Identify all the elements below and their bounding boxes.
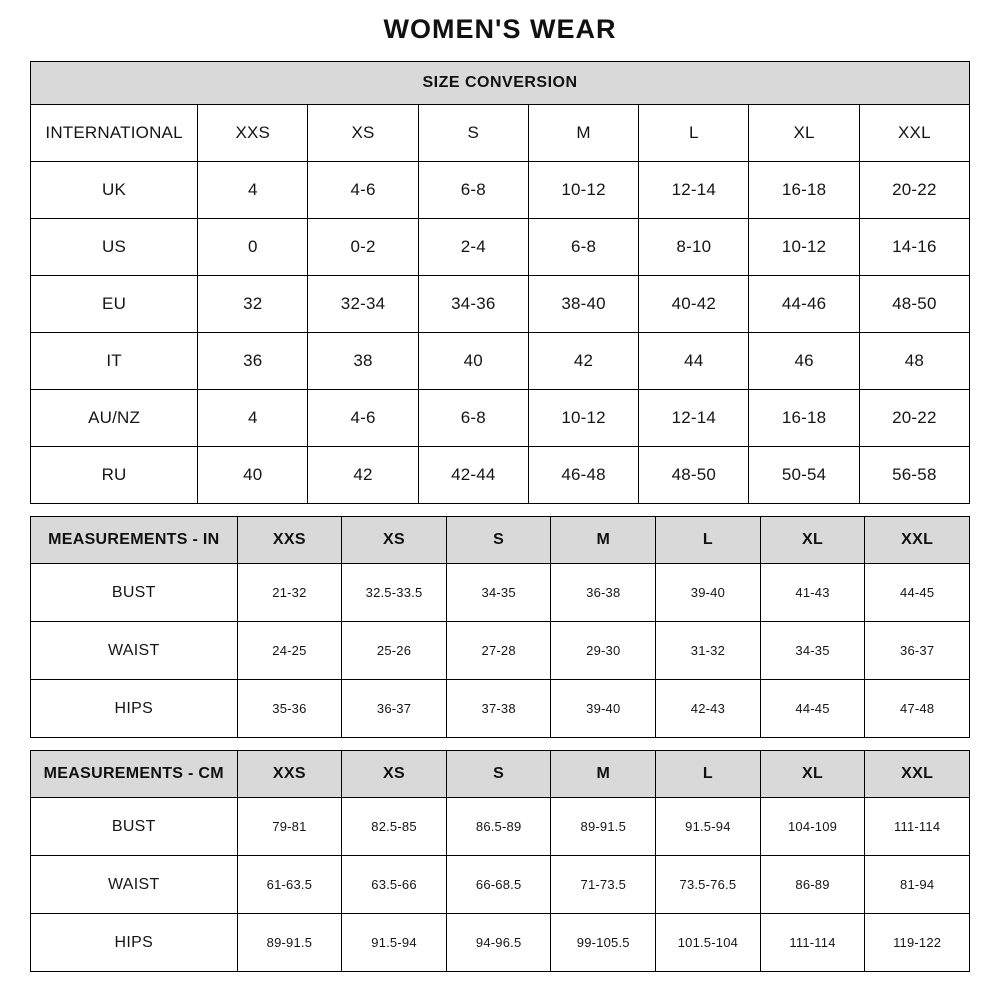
table-row <box>31 856 970 914</box>
value-cell: 73.5-76.5 <box>656 856 761 914</box>
value-cell: 32-34 <box>308 276 418 333</box>
value-cell: 99-105.5 <box>551 914 656 972</box>
table-row <box>31 680 970 738</box>
value-cell: 50-54 <box>749 447 859 504</box>
row-label: INTERNATIONAL <box>31 105 198 162</box>
value-cell: 6-8 <box>528 219 638 276</box>
value-cell: 34-36 <box>418 276 528 333</box>
size-column-header: XXS <box>237 751 342 798</box>
table-title: MEASUREMENTS - IN <box>31 517 238 564</box>
value-cell: 81-94 <box>865 856 970 914</box>
size-column-header: L <box>656 517 761 564</box>
value-cell: 10-12 <box>528 390 638 447</box>
value-cell: 37-38 <box>446 680 551 738</box>
row-label: RU <box>31 447 198 504</box>
size-column-header: XL <box>749 105 859 162</box>
value-cell: 63.5-66 <box>342 856 447 914</box>
value-cell: 0 <box>198 219 308 276</box>
row-label: WAIST <box>31 622 238 680</box>
value-cell: 32 <box>198 276 308 333</box>
value-cell: 91.5-94 <box>342 914 447 972</box>
value-cell: 36-37 <box>342 680 447 738</box>
row-label: BUST <box>31 798 238 856</box>
value-cell: 71-73.5 <box>551 856 656 914</box>
row-label: US <box>31 219 198 276</box>
value-cell: 89-91.5 <box>237 914 342 972</box>
size-column-header: XS <box>308 105 418 162</box>
size-column-header: L <box>656 751 761 798</box>
size-column-header: M <box>528 105 638 162</box>
table-row <box>31 622 970 680</box>
value-cell: 89-91.5 <box>551 798 656 856</box>
value-cell: 6-8 <box>418 162 528 219</box>
value-cell: 10-12 <box>528 162 638 219</box>
size-column-header: XXS <box>237 517 342 564</box>
value-cell: 38 <box>308 333 418 390</box>
value-cell: 4-6 <box>308 162 418 219</box>
value-cell: 48-50 <box>859 276 969 333</box>
table-row <box>31 276 970 333</box>
size-column-header: S <box>418 105 528 162</box>
value-cell: 40 <box>198 447 308 504</box>
value-cell: 38-40 <box>528 276 638 333</box>
banner-row <box>31 62 970 105</box>
page-title: WOMEN'S WEAR <box>383 14 617 44</box>
value-cell: 12-14 <box>639 390 749 447</box>
value-cell: 39-40 <box>551 680 656 738</box>
value-cell: 14-16 <box>859 219 969 276</box>
row-label: EU <box>31 276 198 333</box>
value-cell: 119-122 <box>865 914 970 972</box>
value-cell: 82.5-85 <box>342 798 447 856</box>
value-cell: 94-96.5 <box>446 914 551 972</box>
value-cell: 111-114 <box>865 798 970 856</box>
table-row <box>31 162 970 219</box>
value-cell: 44-45 <box>760 680 865 738</box>
size-column-header: M <box>551 517 656 564</box>
value-cell: 56-58 <box>859 447 969 504</box>
table-row <box>31 333 970 390</box>
value-cell: 24-25 <box>237 622 342 680</box>
value-cell: 48 <box>859 333 969 390</box>
measurements-in-table <box>30 516 970 738</box>
table-row <box>31 798 970 856</box>
value-cell: 25-26 <box>342 622 447 680</box>
table-row <box>31 219 970 276</box>
value-cell: 61-63.5 <box>237 856 342 914</box>
value-cell: 46 <box>749 333 859 390</box>
value-cell: 0-2 <box>308 219 418 276</box>
value-cell: 79-81 <box>237 798 342 856</box>
value-cell: 40-42 <box>639 276 749 333</box>
value-cell: 111-114 <box>760 914 865 972</box>
value-cell: 20-22 <box>859 390 969 447</box>
value-cell: 42-43 <box>656 680 761 738</box>
size-column-header: XXS <box>198 105 308 162</box>
size-column-header: S <box>446 517 551 564</box>
measurements-cm-table <box>30 750 970 972</box>
value-cell: 4 <box>198 162 308 219</box>
size-column-header: XXL <box>865 751 970 798</box>
value-cell: 46-48 <box>528 447 638 504</box>
row-label: IT <box>31 333 198 390</box>
value-cell: 4-6 <box>308 390 418 447</box>
value-cell: 86-89 <box>760 856 865 914</box>
header-row <box>31 751 970 798</box>
value-cell: 44 <box>639 333 749 390</box>
value-cell: 36 <box>198 333 308 390</box>
value-cell: 47-48 <box>865 680 970 738</box>
value-cell: 31-32 <box>656 622 761 680</box>
value-cell: 8-10 <box>639 219 749 276</box>
size-column-header: S <box>446 751 551 798</box>
value-cell: 86.5-89 <box>446 798 551 856</box>
size-conversion-table <box>30 61 970 504</box>
table-row <box>31 390 970 447</box>
value-cell: 16-18 <box>749 390 859 447</box>
size-column-header: XS <box>342 751 447 798</box>
value-cell: 34-35 <box>446 564 551 622</box>
table-row <box>31 564 970 622</box>
table-banner: SIZE CONVERSION <box>31 62 970 105</box>
value-cell: 12-14 <box>639 162 749 219</box>
value-cell: 44-45 <box>865 564 970 622</box>
value-cell: 40 <box>418 333 528 390</box>
row-label: AU/NZ <box>31 390 198 447</box>
value-cell: 10-12 <box>749 219 859 276</box>
size-column-header: XL <box>760 751 865 798</box>
value-cell: 42 <box>308 447 418 504</box>
header-row <box>31 517 970 564</box>
columns-row <box>31 105 970 162</box>
row-label: HIPS <box>31 680 238 738</box>
value-cell: 36-38 <box>551 564 656 622</box>
value-cell: 35-36 <box>237 680 342 738</box>
value-cell: 2-4 <box>418 219 528 276</box>
value-cell: 44-46 <box>749 276 859 333</box>
value-cell: 34-35 <box>760 622 865 680</box>
row-label: UK <box>31 162 198 219</box>
size-column-header: XL <box>760 517 865 564</box>
row-label: BUST <box>31 564 238 622</box>
size-column-header: XS <box>342 517 447 564</box>
value-cell: 16-18 <box>749 162 859 219</box>
size-column-header: M <box>551 751 656 798</box>
size-column-header: L <box>639 105 749 162</box>
table-row <box>31 447 970 504</box>
value-cell: 101.5-104 <box>656 914 761 972</box>
value-cell: 4 <box>198 390 308 447</box>
value-cell: 39-40 <box>656 564 761 622</box>
value-cell: 66-68.5 <box>446 856 551 914</box>
value-cell: 48-50 <box>639 447 749 504</box>
value-cell: 36-37 <box>865 622 970 680</box>
row-label: WAIST <box>31 856 238 914</box>
value-cell: 42-44 <box>418 447 528 504</box>
value-cell: 104-109 <box>760 798 865 856</box>
table-title: MEASUREMENTS - CM <box>31 751 238 798</box>
value-cell: 29-30 <box>551 622 656 680</box>
value-cell: 42 <box>528 333 638 390</box>
row-label: HIPS <box>31 914 238 972</box>
value-cell: 20-22 <box>859 162 969 219</box>
value-cell: 41-43 <box>760 564 865 622</box>
value-cell: 6-8 <box>418 390 528 447</box>
value-cell: 21-32 <box>237 564 342 622</box>
size-column-header: XXL <box>865 517 970 564</box>
size-column-header: XXL <box>859 105 969 162</box>
table-row <box>31 914 970 972</box>
value-cell: 27-28 <box>446 622 551 680</box>
value-cell: 91.5-94 <box>656 798 761 856</box>
value-cell: 32.5-33.5 <box>342 564 447 622</box>
